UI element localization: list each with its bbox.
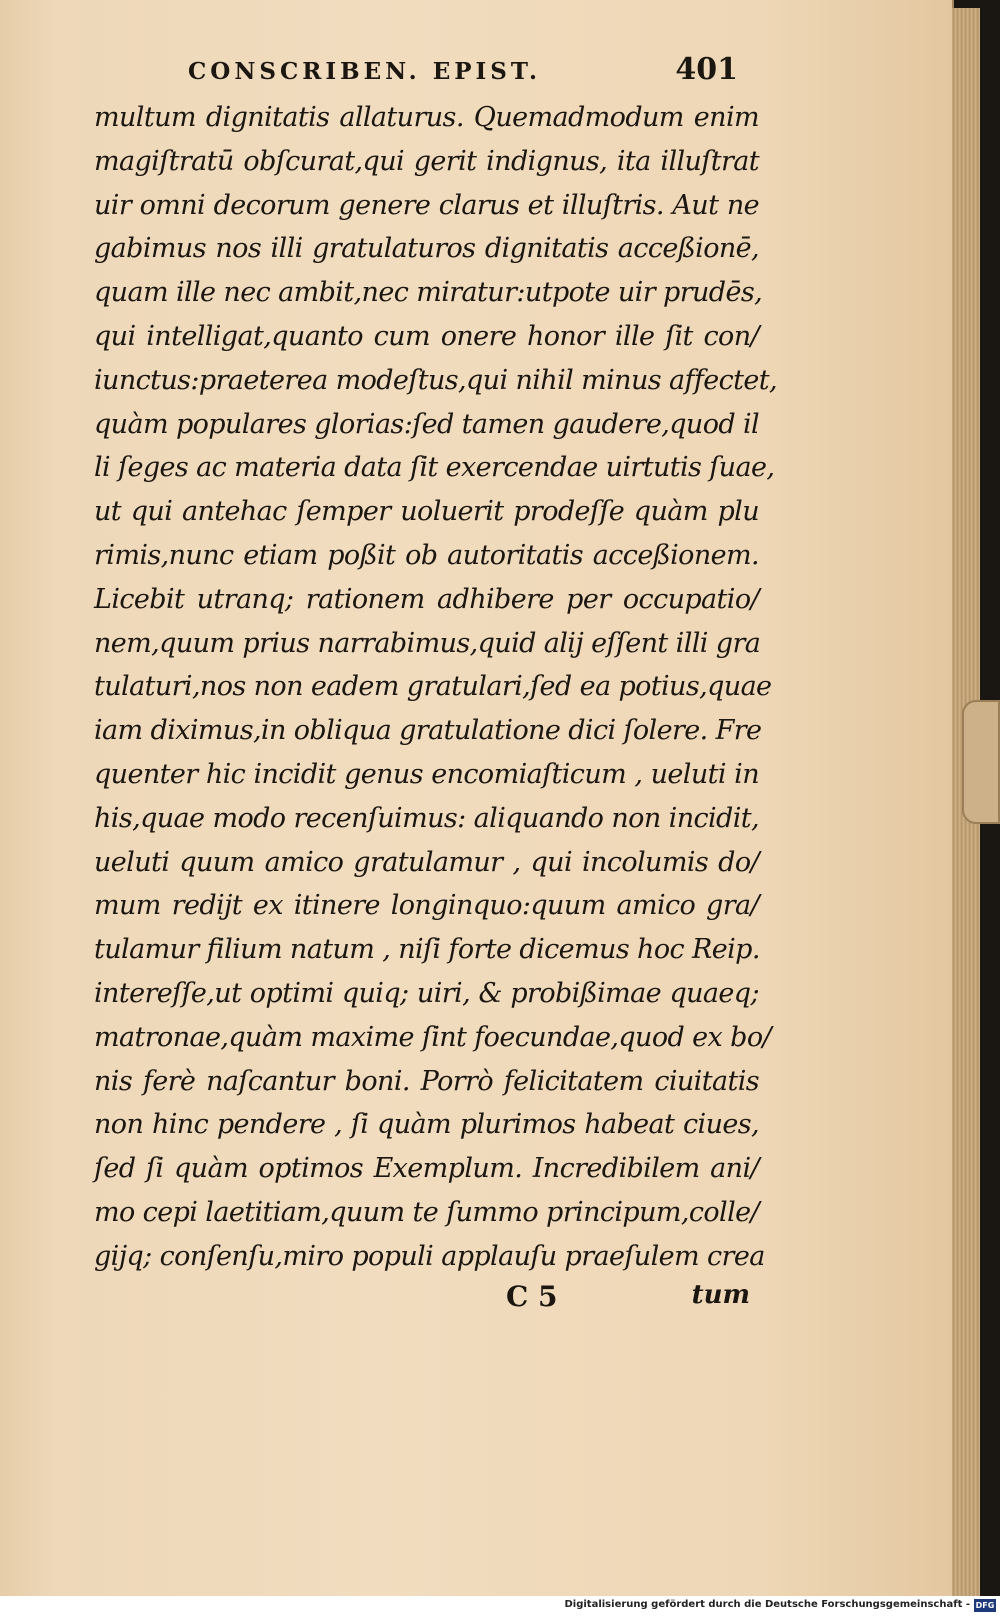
- text-line: mum redijt ex itinere longinquo:quum amico gra/: [94, 890, 759, 922]
- text-line: qui intelligat,quanto cum onere honor ille ſit con/: [94, 320, 759, 352]
- digitization-credit-bar: [0, 1596, 1000, 1616]
- text-line: matronae,quàm maxime ſint foecundae,quod ex bo/: [94, 1021, 771, 1053]
- text-line: li ſeges ac materia data ſit exercendae uirtutis ſuae,: [94, 452, 775, 484]
- catchword: tum: [691, 1280, 750, 1310]
- text-line: multum dignitatis allaturus. Quemadmodum enim: [94, 102, 759, 133]
- text-line: gabimus nos illi gratulaturos dignitatis acceßionē,: [94, 233, 759, 265]
- text-line: gijq; conſenſu,miro populi applauſu praeſulem crea: [94, 1240, 765, 1272]
- page-number: 401: [675, 52, 738, 87]
- text-line: ſed ſi quàm optimos Exemplum. Incredibilem ani/: [94, 1153, 759, 1185]
- text-line: his,quae modo recenſuimus: aliquando non incidit,: [94, 802, 759, 834]
- text-line: ueluti quum amico gratulamur , qui incolumis do/: [94, 846, 759, 878]
- signature-mark: C 5: [506, 1280, 558, 1313]
- dfg-logo: DFG: [975, 1601, 995, 1610]
- text-line: nis ferè naſcantur boni. Porrò felicitatem ciuitatis: [94, 1065, 759, 1097]
- page-header: [188, 52, 748, 96]
- text-line: non hinc pendere , ſi quàm plurimos habeat ciues,: [94, 1109, 759, 1141]
- text-line: tulaturi,nos non eadem gratulari,ſed ea potius,quae: [94, 671, 772, 703]
- text-line: intereſſe,ut optimi quiq; uiri, & probißimae quaeq;: [94, 977, 759, 1009]
- catchline: [490, 1280, 750, 1320]
- running-head: CONSCRIBEN. EPIST.: [188, 58, 542, 85]
- text-line: magiſtratū obſcurat,qui gerit indignus, ita illuſtrat: [94, 145, 759, 177]
- text-line: uir omni decorum genere clarus et illuſtris. Aut ne: [94, 189, 759, 221]
- text-line: ut qui antehac ſemper uoluerit prodeſſe quàm plu: [94, 496, 759, 528]
- text-line: quàm populares glorias:ſed tamen gaudere,quod il: [94, 408, 760, 440]
- text-line: tulamur filium natum , niſi forte dicemus hoc Reip.: [94, 934, 760, 966]
- digitization-credit: Digitalisierung gefördert durch die Deutsche Forschungsgemeinschaft -: [564, 1599, 970, 1610]
- text-line: Licebit utranq; rationem adhibere per occupatio/: [94, 583, 759, 615]
- bookmark-tab: [962, 700, 1000, 824]
- text-line: iam diximus,in obliqua gratulatione dici ſolere. Fre: [94, 715, 762, 747]
- text-line: quam ille nec ambit,nec miratur:utpote uir prudēs,: [94, 277, 763, 309]
- text-line: rimis,nunc etiam poßit ob autoritatis acceßionem.: [94, 539, 759, 571]
- text-line: mo cepi laetitiam,quum te ſummo principum,colle/: [94, 1196, 759, 1228]
- text-line: nem,quum prius narrabimus,quid alij eſſent illi gra: [94, 627, 761, 659]
- body-text: [94, 96, 778, 1279]
- text-line: iunctus:praeterea modeſtus,qui nihil minus affectet,: [94, 364, 778, 396]
- text-line: quenter hic incidit genus encomiaſticum , ueluti in: [94, 758, 759, 790]
